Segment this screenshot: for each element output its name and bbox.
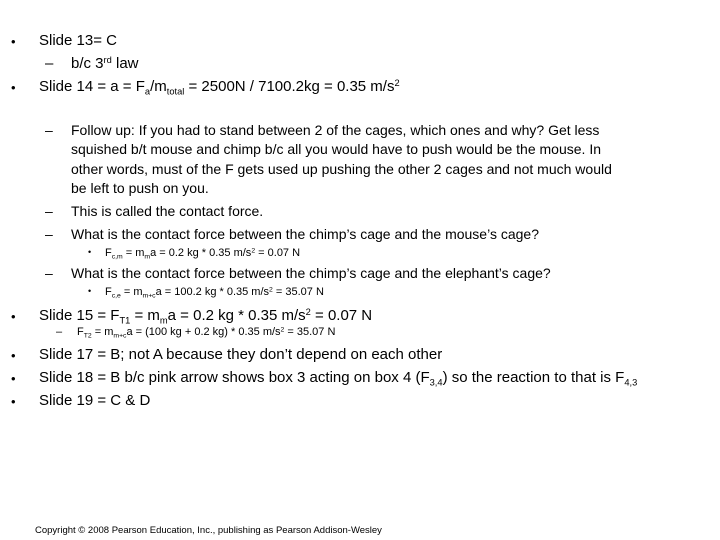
followup-line-3: other words, must of the F gets used up pushing the other 2 cages and not much would bbox=[71, 161, 612, 177]
bullet: • bbox=[11, 80, 16, 95]
followup-line-4: be left to push on you. bbox=[71, 180, 209, 196]
dash: – bbox=[45, 265, 53, 281]
followup-line-2: squished b/t mouse and chimp b/c all you would have to push would be the mouse. In bbox=[71, 141, 601, 157]
item-slide-19: Slide 19 = C & D bbox=[39, 392, 151, 409]
dash: – bbox=[45, 55, 54, 72]
bullet: • bbox=[11, 394, 16, 409]
bullet: • bbox=[11, 348, 16, 363]
answer-chimp-mouse: $F_{c,m} = m_ma = 0.2$ kg * 0.35 $m/s^2 = 0.07$ N bbox=[105, 247, 301, 261]
item-slide-17: Slide 17 = B; not A because they don’t depend on each other bbox=[39, 346, 443, 363]
dash: – bbox=[56, 326, 63, 338]
item-slide-14: Slide $14 = a = F_a/m_{total} = 2500N / 7100.2kg = 0.35$ $m/s^2$ bbox=[39, 77, 400, 97]
bullet: • bbox=[11, 34, 16, 49]
item-slide-13: Slide 13= C bbox=[39, 32, 117, 49]
answer-chimp-elephant: $F_{c,e} = m_{m+c}a = 100.2$ kg * 0.35 $m/s^2 = 35.07$ N bbox=[105, 286, 324, 300]
item-slide-13-reason: b/c 3rd law bbox=[71, 54, 139, 72]
copyright-footer: Copyright © 2008 Pearson Education, Inc., publishing as Pearson Addison-Wesley bbox=[35, 525, 382, 536]
dash: – bbox=[45, 226, 53, 242]
item-slide-15-tension: $F_{T2} = m_{m+c}a = (100$ kg + 0.2 kg) * 0.35 $m/s^2 = 35.07$ N bbox=[77, 326, 336, 340]
dash: – bbox=[45, 203, 53, 219]
item-slide-18: Slide 18 = B b/c pink arrow shows box 3 acting on box 4 $(F_{3,4})$ so the reaction to that is $F_{4,3}$ bbox=[39, 369, 638, 388]
question-chimp-elephant: What is the contact force between the chimp’s cage and the elephant’s cage? bbox=[71, 265, 551, 281]
question-chimp-mouse: What is the contact force between the chimp’s cage and the mouse’s cage? bbox=[71, 226, 539, 242]
bullet: • bbox=[11, 371, 16, 386]
contact-force-note: This is called the contact force. bbox=[71, 203, 264, 219]
followup-line-1: Follow up: If you had to stand between 2 of the cages, which ones and why? Get less bbox=[71, 122, 600, 138]
item-slide-15: Slide $15 = F_{T1} = m_ma = 0.2$ kg * 0.35 $m/s^2 = 0.07$ N bbox=[39, 306, 373, 326]
bullet: • bbox=[88, 286, 92, 296]
bullet: • bbox=[11, 309, 16, 324]
dash: – bbox=[45, 122, 53, 138]
bullet: • bbox=[88, 247, 92, 257]
